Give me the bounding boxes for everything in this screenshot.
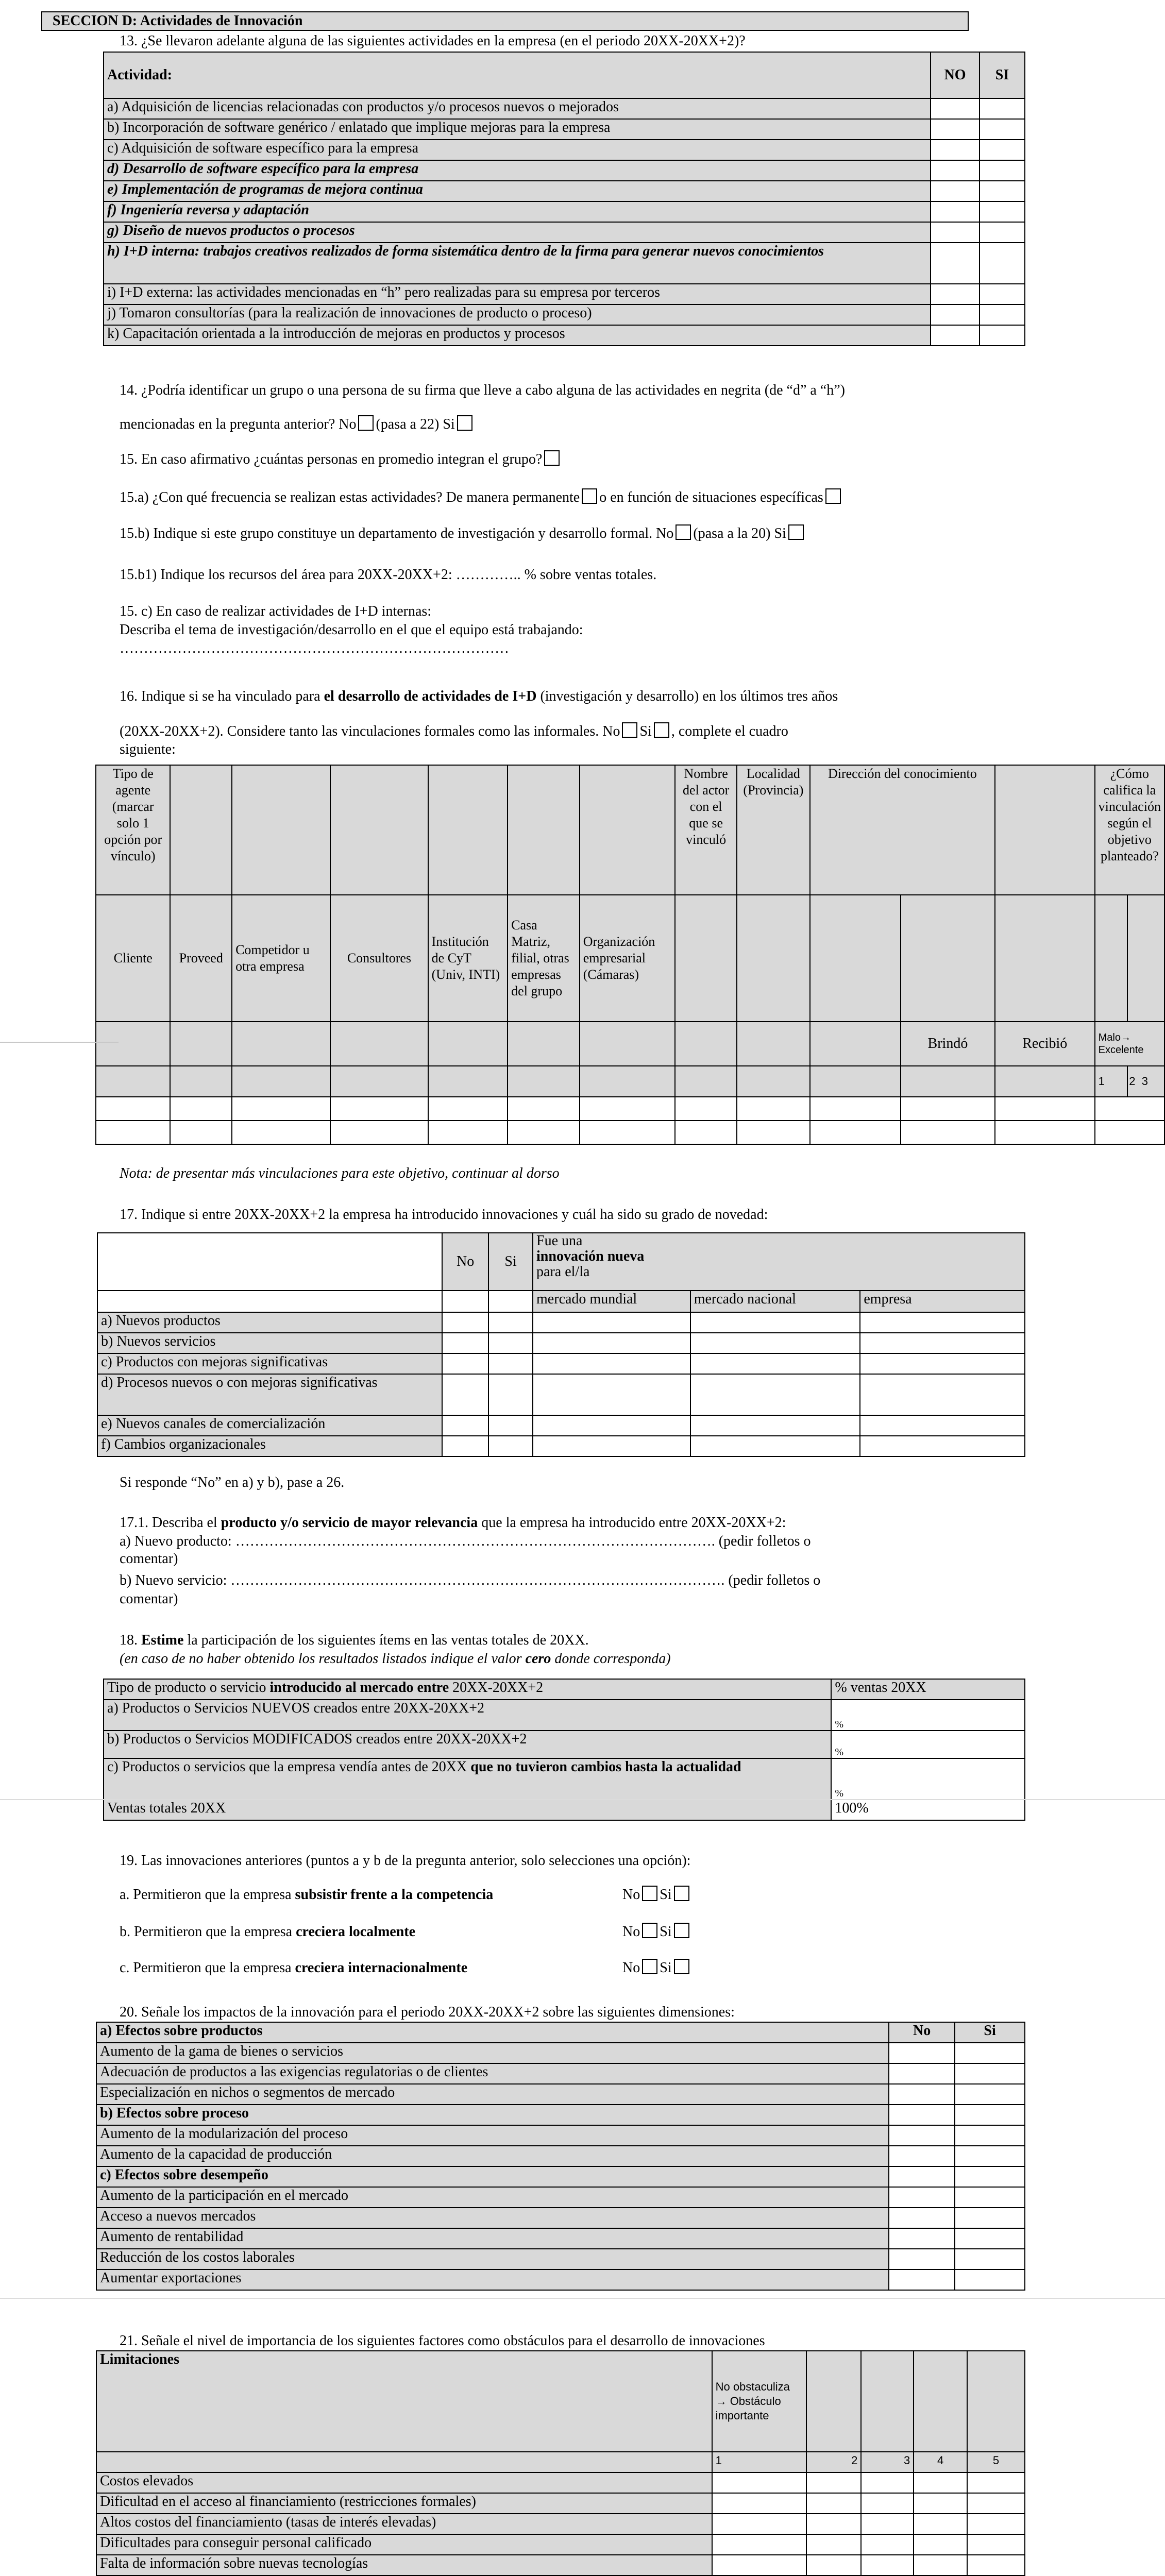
- q17-cell[interactable]: [488, 1436, 533, 1456]
- q13-row-a: a) Adquisición de licencias relacionadas con productos y/o procesos nuevos o mejorados: [104, 98, 931, 119]
- q20-row: Aumento de rentabilidad: [96, 2228, 889, 2249]
- q20-si-cell[interactable]: [955, 2146, 1025, 2166]
- section-title: SECCION D: Actividades de Innovación: [41, 11, 969, 31]
- q21-rating-cell[interactable]: [861, 2493, 914, 2514]
- page-divider: [0, 1799, 1165, 1800]
- q21-rating-cell[interactable]: [712, 2534, 807, 2555]
- q21-scale-2: 2: [806, 2452, 861, 2472]
- q16-si-checkbox[interactable]: [654, 722, 669, 738]
- q16-agent-proveed: Proveed: [170, 895, 232, 1022]
- q20-table: [96, 2022, 1025, 2291]
- q21-scale-5: 5: [967, 2452, 1025, 2472]
- q17-footer: Si responde “No” en a) y b), pase a 26.: [120, 1475, 345, 1490]
- q17-cell[interactable]: [533, 1333, 690, 1353]
- q20-no-cell[interactable]: [889, 2063, 955, 2084]
- q17-cell[interactable]: [860, 1333, 1025, 1353]
- q21-rating-cell[interactable]: [861, 2472, 914, 2493]
- q19-b-si-checkbox[interactable]: [674, 1923, 689, 1938]
- q17-col-no: No: [442, 1233, 488, 1291]
- q20-col-si: Si: [955, 2022, 1025, 2043]
- q15b1-line: 15.b1) Indique los recursos del área para 20XX-20XX+2: ………….. % sobre ventas totales.: [120, 567, 657, 583]
- q21-rating-cell[interactable]: [967, 2514, 1025, 2534]
- q19-b-options: No Si: [622, 1923, 691, 1941]
- q17-question: 17. Indique si entre 20XX-20XX+2 la empresa ha introducido innovaciones y cuál ha sido su grado de novedad:: [120, 1207, 768, 1223]
- q21-scale-label: No obstaculiza → Obstáculo importante: [712, 2351, 807, 2452]
- q21-rating-cell[interactable]: [914, 2534, 967, 2555]
- q21-rating-cell[interactable]: [806, 2493, 861, 2514]
- q21-rating-cell[interactable]: [861, 2534, 914, 2555]
- q16-brindo: Brindó: [901, 1022, 995, 1066]
- q13-no-cell[interactable]: [931, 201, 980, 222]
- q15a-text2: o en función de situaciones específicas: [599, 489, 823, 505]
- q17-row-e: e) Nuevos canales de comercialización: [97, 1415, 442, 1436]
- q20-row: Adecuación de productos a las exigencias regulatorias o de clientes: [96, 2063, 889, 2084]
- q17-cell[interactable]: [488, 1374, 533, 1415]
- q20-row: Reducción de los costos laborales: [96, 2249, 889, 2269]
- q13-si-cell[interactable]: [980, 181, 1025, 201]
- q21-rating-cell[interactable]: [712, 2514, 807, 2534]
- q20-si-cell[interactable]: [955, 2105, 1025, 2125]
- q17-cell[interactable]: [488, 1353, 533, 1374]
- q18-total-value: 100%: [831, 1800, 1025, 1820]
- q21-rating-cell[interactable]: [861, 2555, 914, 2575]
- q16-agent-organizacion: Organización empresarial (Cámaras): [580, 895, 676, 1022]
- q17-cell[interactable]: [488, 1333, 533, 1353]
- q20-no-cell[interactable]: [889, 2166, 955, 2187]
- q17-cell[interactable]: [442, 1333, 488, 1353]
- q16-h-direccion: Dirección del conocimiento: [810, 765, 995, 895]
- q13-no-cell[interactable]: [931, 243, 980, 284]
- q17-cell[interactable]: [533, 1436, 690, 1456]
- q21-rating-cell[interactable]: [712, 2493, 807, 2514]
- q15a-text1: 15.a) ¿Con qué frecuencia se realizan estas actividades? De manera permanente: [120, 489, 580, 505]
- q18-line2: (en caso de no haber obtenido los resultados listados indique el valor cero donde corresponda): [120, 1651, 671, 1667]
- q16-h-localidad: Localidad (Provincia): [737, 765, 810, 895]
- q20-si-cell[interactable]: [955, 2208, 1025, 2228]
- q17-table: [97, 1232, 1025, 1457]
- q20-no-cell[interactable]: [889, 2043, 955, 2063]
- q18-h2: % ventas 20XX: [831, 1679, 1025, 1700]
- q15b-line: [120, 524, 806, 543]
- q16-scale-2: 2 3: [1127, 1066, 1164, 1097]
- q17-cell[interactable]: [860, 1436, 1025, 1456]
- q21-question: 21. Señale el nivel de importancia de los siguientes factores como obstáculos para el desarrollo de innovaciones: [120, 2333, 765, 2349]
- q15c-line1: 15. c) En caso de realizar actividades de I+D internas:: [120, 603, 432, 619]
- q14-no-checkbox[interactable]: [358, 415, 374, 431]
- q19-b-text: b. Permitieron que la empresa creciera localmente: [120, 1924, 416, 1940]
- page-divider: [0, 1042, 119, 1043]
- q16-note: Nota: de presentar más vinculaciones para este objetivo, continuar al dorso: [120, 1165, 560, 1181]
- q13-col-si: SI: [980, 52, 1025, 98]
- q19-c-no-checkbox[interactable]: [642, 1959, 657, 1974]
- q14-line2: [120, 415, 475, 434]
- q13-si-cell[interactable]: [980, 222, 1025, 243]
- q21-rating-cell[interactable]: [806, 2555, 861, 2575]
- q19-a-text: a. Permitieron que la empresa subsistir frente a la competencia: [120, 1887, 494, 1903]
- q16-h-califica: ¿Cómo califica la vinculación según el objetivo planteado?: [1095, 765, 1164, 895]
- q17-cell[interactable]: [860, 1353, 1025, 1374]
- q16-row-cell[interactable]: [96, 1097, 170, 1121]
- q15c-line2: Describa el tema de investigación/desarrollo en el que el equipo está trabajando:: [120, 622, 583, 638]
- q20-si-cell[interactable]: [955, 2063, 1025, 2084]
- q16-line3: siguiente:: [120, 741, 176, 757]
- q17-fue: Fue una innovación nueva para el/la: [533, 1233, 1025, 1291]
- q19-a-no-checkbox[interactable]: [642, 1886, 657, 1901]
- q15b-text2: (pasa a la 20) Si: [693, 526, 786, 541]
- q13-row-k: k) Capacitación orientada a la introducción de mejoras en productos y procesos: [104, 325, 931, 346]
- q16-agent-cliente: Cliente: [96, 895, 170, 1022]
- q20-row: Acceso a nuevos mercados: [96, 2208, 889, 2228]
- q171-b-cont: comentar): [120, 1591, 178, 1607]
- q18-pct-c[interactable]: %: [831, 1758, 1025, 1800]
- q13-question: 13. ¿Se llevaron adelante alguna de las siguientes actividades en la empresa (en el periodo 20XX-20XX+2)?: [120, 33, 746, 49]
- q21-scale-4: 4: [914, 2452, 967, 2472]
- q15a-specific-checkbox[interactable]: [825, 488, 841, 504]
- q13-no-cell[interactable]: [931, 304, 980, 325]
- q17-row-b: b) Nuevos servicios: [97, 1333, 442, 1353]
- q17-cell[interactable]: [860, 1312, 1025, 1333]
- q19-b-no-checkbox[interactable]: [642, 1923, 657, 1938]
- q18-pct-b[interactable]: %: [831, 1731, 1025, 1758]
- q17-cell[interactable]: [690, 1415, 860, 1436]
- q21-rating-cell[interactable]: [967, 2472, 1025, 2493]
- q17-row-a: a) Nuevos productos: [97, 1312, 442, 1333]
- q17-row-c: c) Productos con mejoras significativas: [97, 1353, 442, 1374]
- q13-col-no: NO: [931, 52, 980, 98]
- q16-text-c: (investigación y desarrollo) en los últimos tres años: [540, 688, 838, 704]
- q20-si-cell[interactable]: [955, 2269, 1025, 2290]
- q20-si-cell[interactable]: [955, 2187, 1025, 2208]
- q21-rating-cell[interactable]: [806, 2472, 861, 2493]
- q20-si-cell[interactable]: [955, 2228, 1025, 2249]
- q21-rating-cell[interactable]: [967, 2555, 1025, 2575]
- q14-no-label: mencionadas en la pregunta anterior? No: [120, 416, 357, 432]
- q20-si-cell[interactable]: [955, 2043, 1025, 2063]
- q21-rating-cell[interactable]: [806, 2514, 861, 2534]
- q13-row-f: f) Ingeniería reversa y adaptación: [104, 201, 931, 222]
- q21-table: [96, 2350, 1025, 2576]
- q17-col-si: Si: [488, 1233, 533, 1291]
- q21-col-limit: Limitaciones: [96, 2351, 712, 2452]
- q20-no-cell[interactable]: [889, 2105, 955, 2125]
- q20-row: a) Efectos sobre productos: [96, 2022, 889, 2043]
- q20-row: Aumentar exportaciones: [96, 2269, 889, 2290]
- q17-cell[interactable]: [690, 1353, 860, 1374]
- q17-cell[interactable]: [690, 1333, 860, 1353]
- q21-row: Altos costos del financiamiento (tasas de interés elevadas): [96, 2514, 712, 2534]
- q20-no-cell[interactable]: [889, 2187, 955, 2208]
- q13-row-j: j) Tomaron consultorías (para la realización de innovaciones de producto o proceso): [104, 304, 931, 325]
- q17-cell[interactable]: [442, 1436, 488, 1456]
- q13-row-d: d) Desarrollo de software específico para la empresa: [104, 160, 931, 181]
- q21-row: Dificultad en el acceso al financiamiento (restricciones formales): [96, 2493, 712, 2514]
- q17-row-d: d) Procesos nuevos o con mejoras significativas: [97, 1374, 442, 1415]
- q20-no-cell[interactable]: [889, 2125, 955, 2146]
- q20-no-cell[interactable]: [889, 2269, 955, 2290]
- q16-scale-1: 1: [1095, 1066, 1128, 1097]
- q20-no-cell[interactable]: [889, 2249, 955, 2269]
- q20-col-no: No: [889, 2022, 955, 2043]
- q171-b: b) Nuevo servicio: …………………………………………………………………………………………. (pedir folletos o: [120, 1572, 821, 1588]
- q13-si-cell[interactable]: [980, 325, 1025, 346]
- q13-si-cell[interactable]: [980, 284, 1025, 304]
- q16-agent-institucion: Institución de CyT (Univ, INTI): [428, 895, 508, 1022]
- q16-text-d: (20XX-20XX+2). Considere tanto las vinculaciones formales como las informales. No: [120, 723, 620, 739]
- q17-cell[interactable]: [860, 1415, 1025, 1436]
- q15b-text1: 15.b) Indique si este grupo constituye un departamento de investigación y desarrollo formal. No: [120, 526, 674, 541]
- q13-si-cell[interactable]: [980, 304, 1025, 325]
- q18-row-c: c) Productos o servicios que la empresa vendía antes de 20XX que no tuvieron cambios hasta la actualidad: [104, 1758, 831, 1800]
- q13-row-h: h) I+D interna: trabajos creativos realizados de forma sistemática dentro de la firma para generar nuevos conocimientos: [104, 243, 931, 284]
- q17-cell[interactable]: [690, 1312, 860, 1333]
- q13-row-e: e) Implementación de programas de mejora continua: [104, 181, 931, 201]
- q13-col-activity: Actividad:: [104, 52, 931, 98]
- q21-rating-cell[interactable]: [914, 2555, 967, 2575]
- q21-rating-cell[interactable]: [712, 2555, 807, 2575]
- q13-no-cell[interactable]: [931, 181, 980, 201]
- q20-row: b) Efectos sobre proceso: [96, 2105, 889, 2125]
- q19-a-si-checkbox[interactable]: [674, 1886, 689, 1901]
- q171-line1: 17.1. Describa el producto y/o servicio de mayor relevancia que la empresa ha introducido entre 20XX-20XX+2:: [120, 1515, 786, 1531]
- q15-checkbox[interactable]: [544, 450, 560, 466]
- q16-no-checkbox[interactable]: [622, 722, 637, 738]
- q17-cell[interactable]: [533, 1312, 690, 1333]
- q19-c-si-checkbox[interactable]: [674, 1959, 689, 1974]
- q13-no-cell[interactable]: [931, 140, 980, 160]
- q13-no-cell[interactable]: [931, 98, 980, 119]
- q13-no-cell[interactable]: [931, 284, 980, 304]
- q14-si-label: (pasa a 22) Si: [376, 416, 455, 432]
- q21-scale-3: 3: [861, 2452, 914, 2472]
- q15a-line: [120, 488, 843, 507]
- q16-si-label: Si: [639, 723, 652, 739]
- q16-line1: [120, 687, 838, 706]
- q13-row-i: i) I+D externa: las actividades mencionadas en “h” pero realizadas para su empresa por terceros: [104, 284, 931, 304]
- q21-rating-cell[interactable]: [914, 2493, 967, 2514]
- q17-cell[interactable]: [488, 1415, 533, 1436]
- q16-text-a: 16. Indique si se ha vinculado para: [120, 688, 320, 704]
- q19-question: 19. Las innovaciones anteriores (puntos a y b de la pregunta anterior, solo selecciones una opción):: [120, 1853, 691, 1869]
- q16-table: [95, 765, 1165, 1145]
- q20-row: Especialización en nichos o segmentos de mercado: [96, 2084, 889, 2105]
- q17-cell[interactable]: [442, 1415, 488, 1436]
- q20-si-cell[interactable]: [955, 2084, 1025, 2105]
- q17-cell[interactable]: [488, 1312, 533, 1333]
- q13-no-cell[interactable]: [931, 119, 980, 140]
- q17-cell[interactable]: [442, 1374, 488, 1415]
- q18-row-b: b) Productos o Servicios MODIFICADOS creados entre 20XX-20XX+2: [104, 1731, 831, 1758]
- q20-no-cell[interactable]: [889, 2146, 955, 2166]
- q21-rating-cell[interactable]: [712, 2472, 807, 2493]
- q18-h1: Tipo de producto o servicio introducido al mercado entre 20XX-20XX+2: [104, 1679, 831, 1700]
- q19-a-options: No Si: [622, 1886, 691, 1904]
- q13-no-cell[interactable]: [931, 222, 980, 243]
- q13-si-cell[interactable]: [980, 119, 1025, 140]
- q18-total-label: Ventas totales 20XX: [104, 1800, 831, 1820]
- q15a-permanent-checkbox[interactable]: [582, 488, 597, 504]
- q17-cell[interactable]: [533, 1374, 690, 1415]
- q14-line1: 14. ¿Podría identificar un grupo o una persona de su firma que lleve a cabo alguna de las actividades en negrita (de “d” a “h”): [120, 382, 845, 398]
- q17-col-mundial: mercado mundial: [533, 1291, 690, 1312]
- q19-c-options: No Si: [622, 1959, 691, 1977]
- q21-rating-cell[interactable]: [806, 2534, 861, 2555]
- q16-h-tipo: Tipo de agente (marcar solo 1 opción por vínculo): [96, 765, 170, 895]
- q21-row: Dificultades para conseguir personal calificado: [96, 2534, 712, 2555]
- q16-row-cell[interactable]: [96, 1121, 170, 1144]
- q17-row-f: f) Cambios organizacionales: [97, 1436, 442, 1456]
- q15-line: [120, 450, 562, 469]
- q20-question: 20. Señale los impactos de la innovación para el periodo 20XX-20XX+2 sobre las siguientes dimensiones:: [120, 2004, 735, 2020]
- q171-a: a) Nuevo producto: ………………………………………………………………………………………. (pedir folletos o: [120, 1533, 811, 1549]
- q20-row: Aumento de la capacidad de producción: [96, 2146, 889, 2166]
- q18-line1: 18. Estime la participación de los siguientes ítems en las ventas totales de 20XX.: [120, 1632, 589, 1648]
- q16-agent-competidor: Competidor u otra empresa: [232, 895, 330, 1022]
- q15b-no-checkbox[interactable]: [676, 524, 691, 540]
- q17-cell[interactable]: [533, 1353, 690, 1374]
- q19-c-text: c. Permitieron que la empresa creciera internacionalmente: [120, 1960, 468, 1976]
- q20-si-cell[interactable]: [955, 2125, 1025, 2146]
- q16-agent-consultores: Consultores: [330, 895, 428, 1022]
- q16-text-e: , complete el cuadro: [671, 723, 788, 739]
- q21-rating-cell[interactable]: [967, 2534, 1025, 2555]
- q20-no-cell[interactable]: [889, 2084, 955, 2105]
- q16-scale-label: Malo→ Excelente: [1095, 1022, 1164, 1066]
- q13-no-cell[interactable]: [931, 325, 980, 346]
- q15-text: 15. En caso afirmativo ¿cuántas personas en promedio integran el grupo?: [120, 451, 543, 467]
- q21-row: Falta de información sobre nuevas tecnologías: [96, 2555, 712, 2575]
- q17-cell[interactable]: [533, 1415, 690, 1436]
- q18-row-a: a) Productos o Servicios NUEVOS creados entre 20XX-20XX+2: [104, 1700, 831, 1731]
- q16-h-nombre: Nombre del actor con el que se vinculó: [675, 765, 737, 895]
- q17-col-nacional: mercado nacional: [690, 1291, 860, 1312]
- q21-rating-cell[interactable]: [914, 2514, 967, 2534]
- q20-si-cell[interactable]: [955, 2166, 1025, 2187]
- q20-row: Aumento de la participación en el mercado: [96, 2187, 889, 2208]
- q18-pct-a[interactable]: %: [831, 1700, 1025, 1731]
- q21-scale-1: 1: [712, 2452, 807, 2472]
- q13-si-cell[interactable]: [980, 243, 1025, 284]
- q171-a-cont: comentar): [120, 1551, 178, 1567]
- q13-row-g: g) Diseño de nuevos productos o procesos: [104, 222, 931, 243]
- page-divider: [0, 2298, 1165, 2299]
- q13-si-cell[interactable]: [980, 160, 1025, 181]
- q13-si-cell[interactable]: [980, 201, 1025, 222]
- q13-no-cell[interactable]: [931, 160, 980, 181]
- q17-cell[interactable]: [690, 1374, 860, 1415]
- q17-cell[interactable]: [442, 1312, 488, 1333]
- q13-row-b: b) Incorporación de software genérico / enlatado que implique mejoras para la empresa: [104, 119, 931, 140]
- q20-no-cell[interactable]: [889, 2228, 955, 2249]
- q17-col-empresa: empresa: [860, 1291, 1025, 1312]
- q21-rating-cell[interactable]: [861, 2514, 914, 2534]
- q20-row: Aumento de la modularización del proceso: [96, 2125, 889, 2146]
- q20-row: c) Efectos sobre desempeño: [96, 2166, 889, 2187]
- q13-table: [103, 52, 1025, 346]
- q13-si-cell[interactable]: [980, 140, 1025, 160]
- q20-si-cell[interactable]: [955, 2249, 1025, 2269]
- q16-agent-casa-matriz: Casa Matriz, filial, otras empresas del grupo: [508, 895, 580, 1022]
- q14-si-checkbox[interactable]: [457, 415, 472, 431]
- q17-cell[interactable]: [442, 1353, 488, 1374]
- q21-row: Costos elevados: [96, 2472, 712, 2493]
- q21-rating-cell[interactable]: [914, 2472, 967, 2493]
- q17-cell[interactable]: [860, 1374, 1025, 1415]
- q17-cell[interactable]: [690, 1436, 860, 1456]
- q20-row: Aumento de la gama de bienes o servicios: [96, 2043, 889, 2063]
- q16-recibio: Recibió: [995, 1022, 1095, 1066]
- q13-row-c: c) Adquisición de software específico para la empresa: [104, 140, 931, 160]
- q13-si-cell[interactable]: [980, 98, 1025, 119]
- q15b-si-checkbox[interactable]: [788, 524, 804, 540]
- q21-rating-cell[interactable]: [967, 2493, 1025, 2514]
- q15c-line3: ………………………………………………………………………: [120, 640, 509, 656]
- q16-text-b: el desarrollo de actividades de I+D: [324, 688, 537, 704]
- q20-no-cell[interactable]: [889, 2208, 955, 2228]
- q16-line2: [120, 722, 788, 741]
